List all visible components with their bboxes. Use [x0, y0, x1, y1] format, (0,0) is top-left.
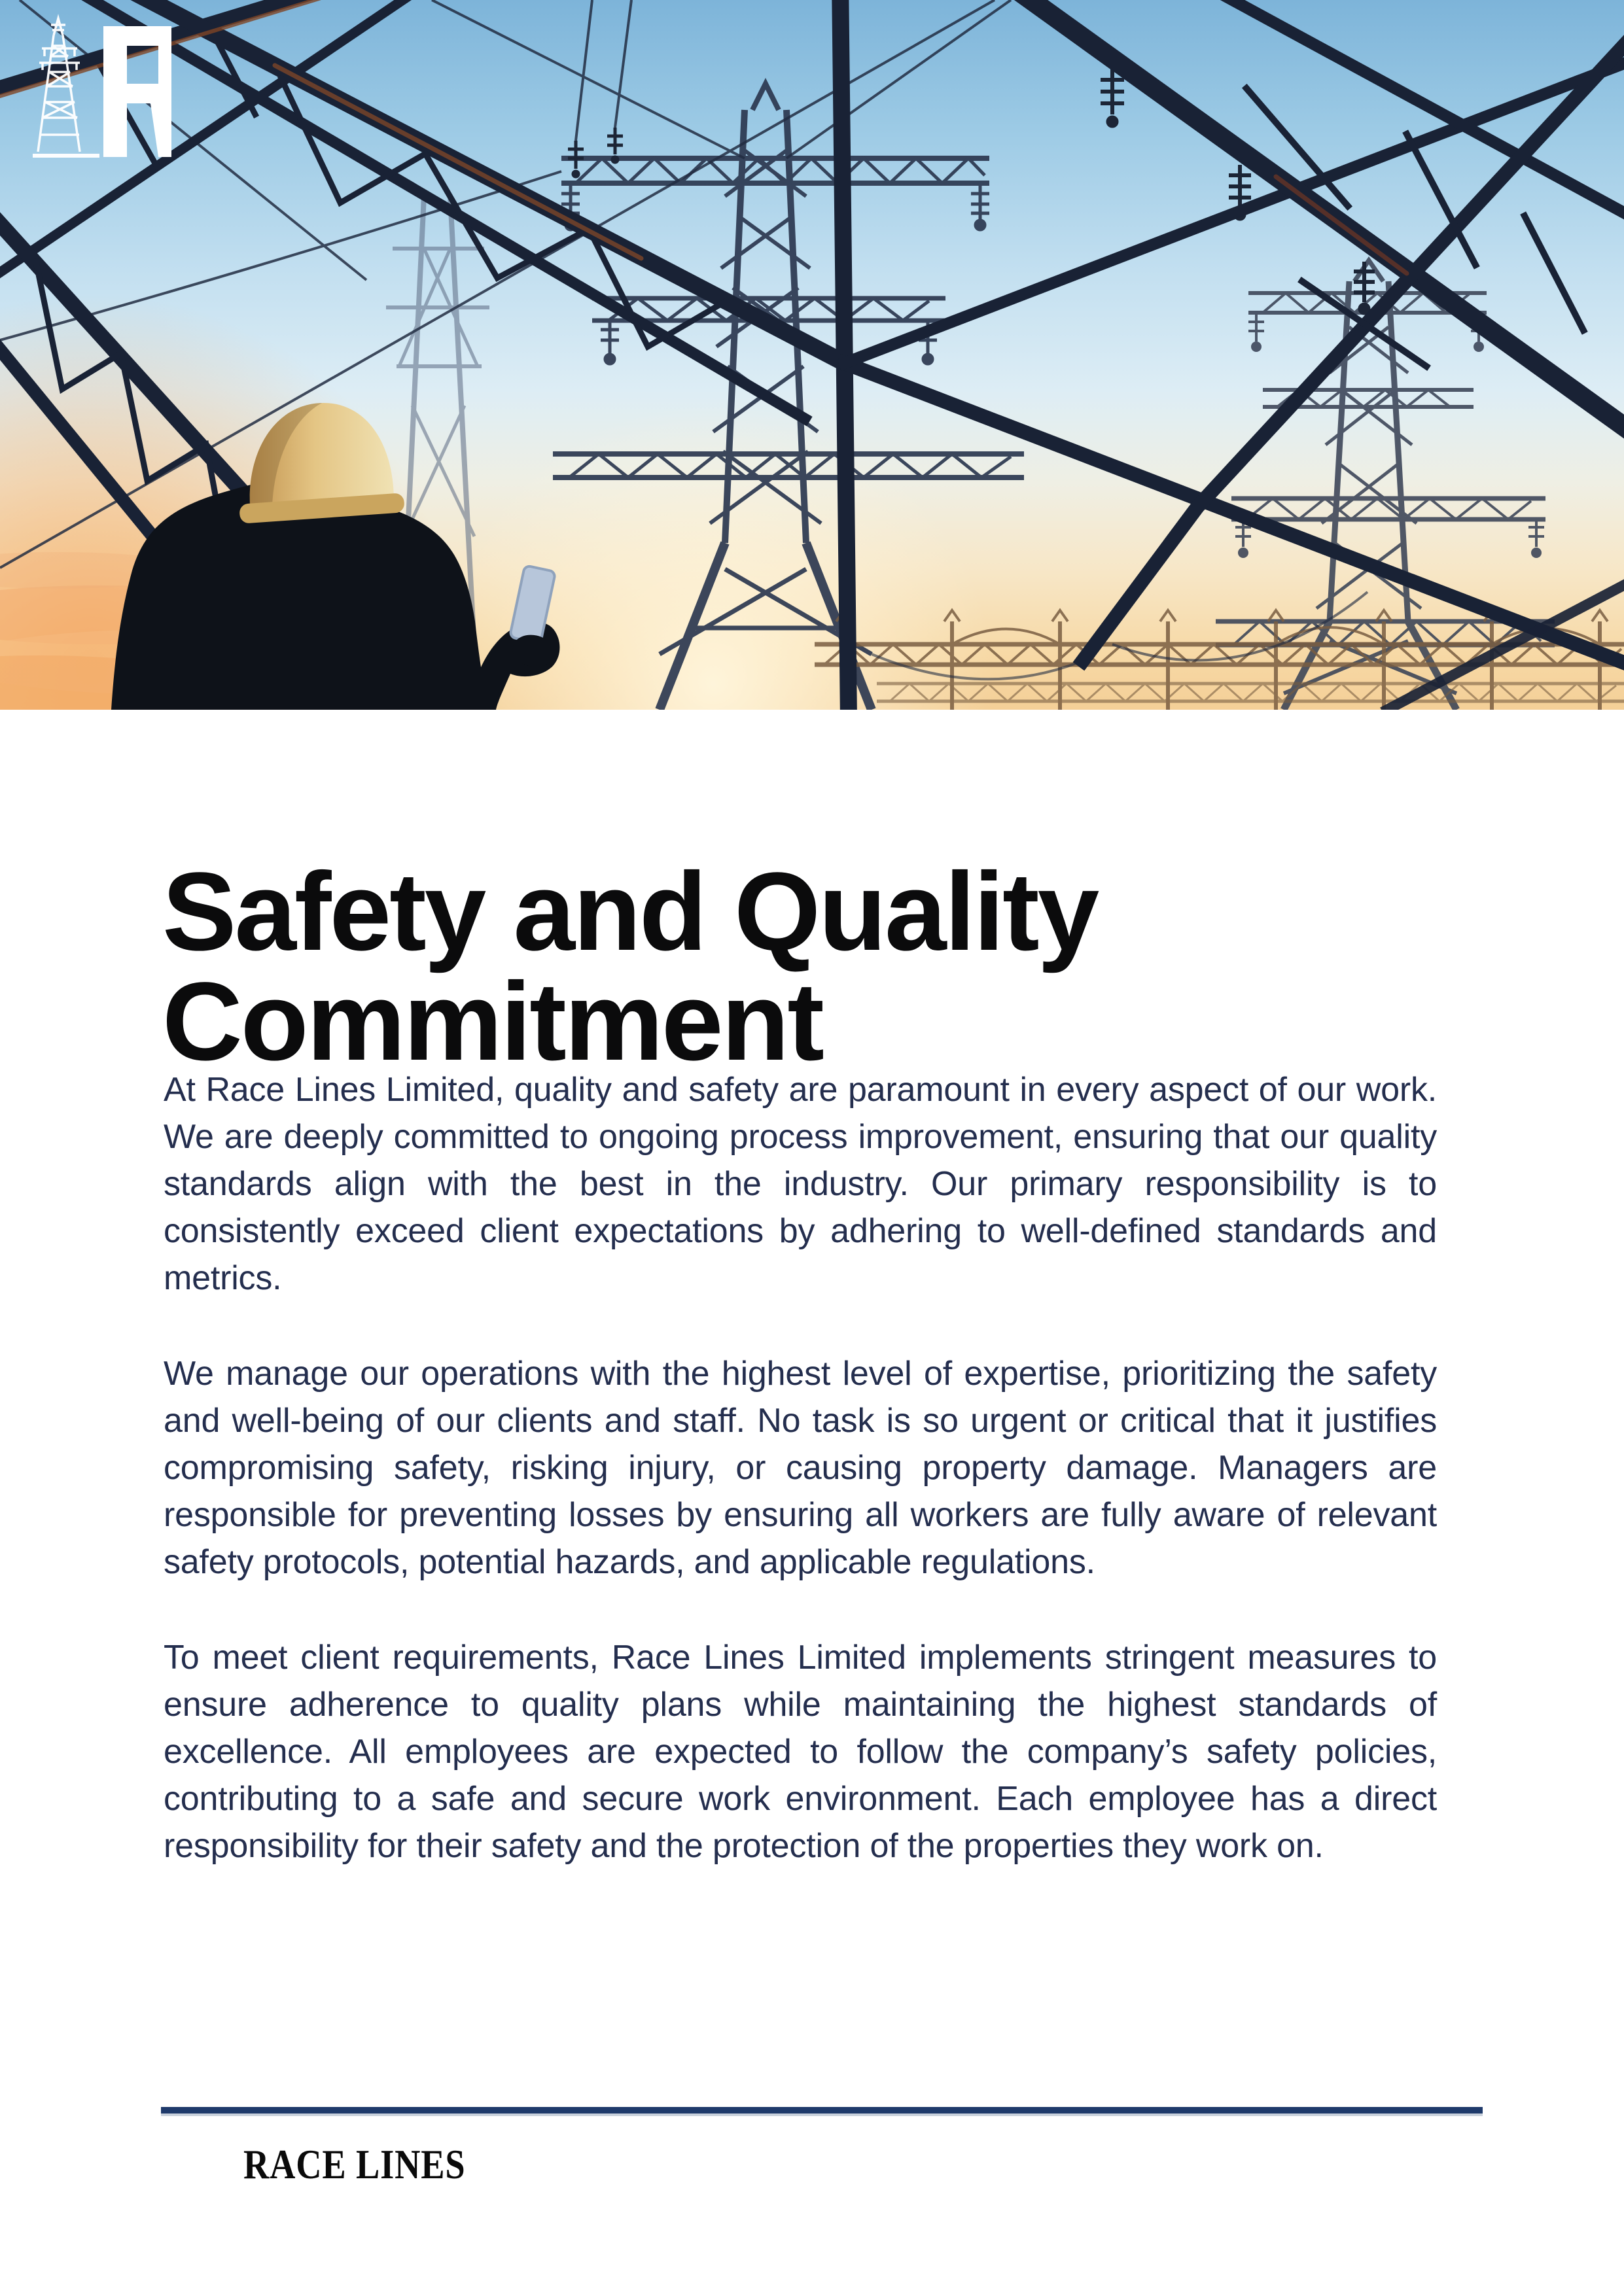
power-lines-sunset-photo: [0, 0, 1624, 710]
logo-tower-icon: [33, 18, 99, 156]
page-title: [162, 849, 1464, 1084]
footer-divider: [161, 2107, 1483, 2116]
company-logo: [20, 9, 171, 165]
page-title-line-1: Safety and Quality: [162, 849, 1098, 974]
page-title-line-2: Commitment: [162, 959, 822, 1084]
paragraph-operations-safety: We manage our operations with the highest level of expertise, prioritizing the safety and well-being of our clients and staff. No task is so urgent or critical that it justifies compromising safety, risking injury, or causing property damage. Managers are responsible for preventing losses by ensuring all workers are fully aware of relevant safety protocols, potential hazards, and applicable regulations.: [164, 1355, 1437, 1581]
footer-brand: RACE LINES: [243, 2141, 466, 2187]
body-copy: [164, 1066, 1437, 1918]
paragraph-quality-commitment: At Race Lines Limited, quality and safety are paramount in every aspect of our work. We are deeply committed to ongoing process improvement, ensuring that our quality standards align with the best in the industry. Our primary responsibility is to consistently exceed client expectations by adhering to well-defined standards and metrics.: [164, 1071, 1437, 1297]
logo-monogram-r: [103, 26, 171, 157]
hero-image: [0, 0, 1624, 710]
paragraph-client-requirements: To meet client requirements, Race Lines Limited implements stringent measures to ensure adherence to quality plans while maintaining the highest standards of excellence. All employees are expected to follow the company’s safety policies, contributing to a safe and secure work environment. Each employee has a direct responsibility for their safety and the protection of the properties they work on.: [164, 1639, 1437, 1865]
